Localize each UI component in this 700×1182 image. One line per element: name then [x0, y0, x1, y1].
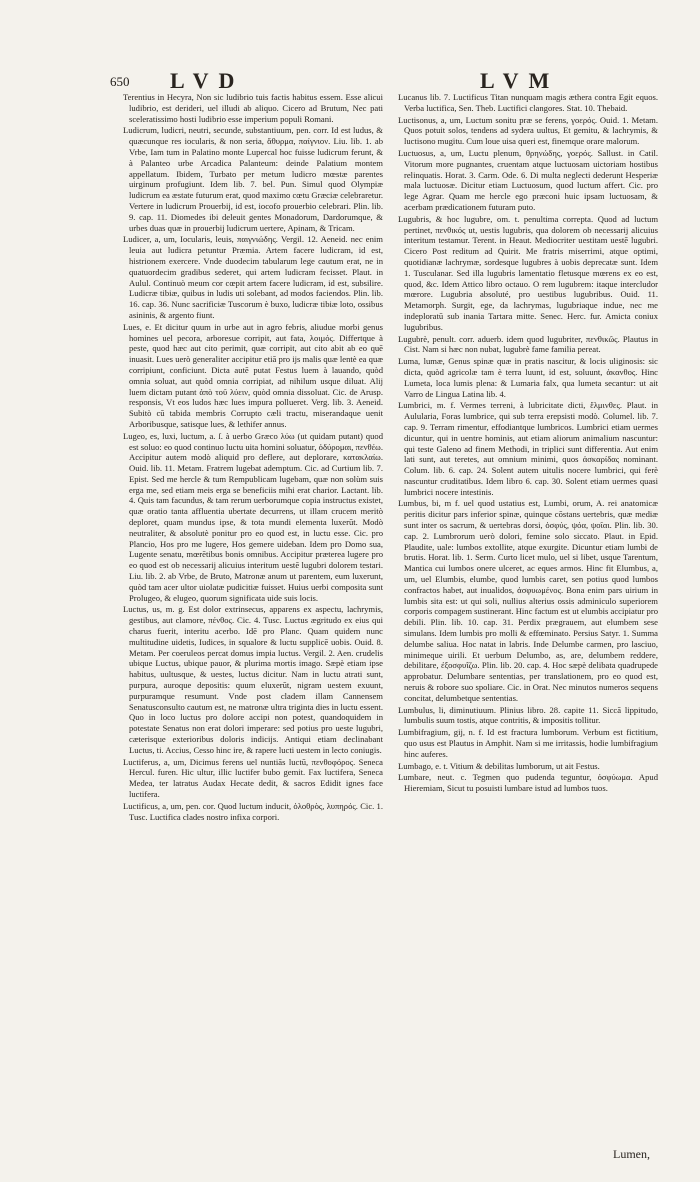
left-column [123, 92, 383, 823]
entry-ludicrum: Ludicrum, ludicri, neutri, secunde, substantiuum, pen. corr. Id est ludus, & quæcunque res iocularis, & non seria, ἄθυρμα, παίγνιον. Liu. lib. 1. ab Vrbe, Iam tum in Palatino monte Lupercal hoc fuisse ludicrum ferunt, & à Palanteo urbe Arcadica Palanteum: deinde Palatium montem appellatum. Ibidem, Turbato per metum ludicro mœstæ parentes uirginum profugiunt. Idem lib. 7. bel. Pun. Simul quod Olympiæ ludicrum ea æstate futurum erat, quod maximo cœtu Græciæ celebraretur. Vertere in ludicrum Prouerbij, id est, iocofo prouerbio celebrari. Plin. lib. 9. cap. 11. Diomedes ibi deleuit gentes Monadorum, Dardorumque, & urbes duas quæ in prouerbij ludicrum uertere, Apinam, & Tricam. [123, 125, 383, 233]
running-head-left: LVD [170, 68, 245, 93]
entry-lumbulus: Lumbulus, li, diminutiuum. Plinius libro. 28. capite 11. Siccā lippitudo, lumbulis suum tostis, atque contritis, & impositis tollitur. [398, 704, 658, 726]
entry-lugeo: Lugeo, es, luxi, luctum, a. ſ. à uerbo Græco λύω (ut quidam putant) quod est soluo: eo quod continuo luctu uita homini soluatur, ὀδύρομαι, πενθέω. Accipitur autem modò aliquid pro deflere, aut deplorare, κατακλαίω. Ouid. lib. 11. Metam. Fratrem lugebat ademptum. Cic. ad Curtium lib. 7. Epist. Sed me hercle & tum Rempublicam lugebam, quæ non solùm suis erga me, sed etiam meis erga se beneficiis mihi erat charior. Lactant. lib. 4. Quis tam facundus, & tam rerum uerborumque copia instructus existet, quæ oratio tanta affluentia ubertate decurrens, ut illam crucem meritò deploret, quam mundus ipse, & tota mundi elementa luxerūt. Modò neutraliter, & absolutè ponitur pro eo quod est, in luctu esse. Cic. pro Plancio, Hos pro me lugere, Hos gemere uideban. Idem pro Domo sua, Lugente senatu, mœrētibus bonis omnibus. Accipitur præterea lugere pro eo quod est ob necessarij alicuius interitum uestē lugubri dolorem testari. Liu. lib. 2. ab Vrbe, de Bruto, Matronæ anum ut parentem, eum luxerunt, quòd tam acer ultor uiolatæ pudicitiæ fuisset. Huius uerbi composita sunt Prolugeo, & elugeo, quorum significata uide suis locis. [123, 430, 383, 603]
entry-luctus: Luctus, us, m. g. Est dolor extrinsecus, apparens ex aspectu, lachrymis, gestibus, aut clamore, πένθος. Cic. 4. Tusc. Luctus ægritudo ex eius qui charus fuerit, interitu acerbo. Idē pro Planc. Quam quidem nunc multitudine uidetis, Iudices, in squalore & luctu supplicē uobis. Ouid. 8. Metam. Per coeruleos percat domus impia luctus. Vergil. 2. Aen. crudelis ubique Luctus, ubique pauor, & plurima mortis imago. Sæpè etiam ipse habitus, uultusque, & uestes, luctus dicitur. Nam in luctu atrati sunt, purpura, auroque depositis: quum eluxerūt, nigram uestem exuunt, purpuramque resumunt. Vnde post cladem illam Cannensem Senatusconsulto cautum est, ne matronæ ultra triginta dies in luctu essent. Quo in loco luctus pro dolore accipi non potest, quandoquidem in potestate Senatus non erat dolori imperare: sed potius pro ueste lugubri, cæterisque exterioribus doloris indicijs. Antiqui etiam declinabant Luctus, ti. Accius, Cesso hinc ire, & rapere lucti uestem in lecto coniugis. [123, 604, 383, 755]
entry-luctiferus: Luctiferus, a, um, Dicimus ferens uel nuntiās luctū, πενθοφόρος. Seneca Hercul. furen. Hic ultur, illic luctifer bubo gemit. Fax luctifera, Seneca Medea, ter latratus Audax Hecate dedit, & sacros Edidit ignes face luctifera. [123, 756, 383, 799]
right-column [398, 92, 658, 795]
entry-lumbare: Lumbare, neut. c. Tegmen quo pudenda teguntur, ὀσφύωμα. Apud Hieremiam, Sicut tu posuisti lumbare istud ad lumbos tuos. [398, 772, 658, 794]
entry-lugubre: Lugubrè, penult. corr. aduerb. idem quod lugubriter, πενθικῶς. Plautus in Cist. Nam si hæc non nubat, lugubrè fame familia pereat. [398, 333, 658, 355]
entry-lumbus: Lumbus, bi, m f. uel quod ustatius est, Lumbi, orum, A. rei anatomicæ peritis dicitur pars inferior spinæ, quinque cōstans uertebris, quæ mediæ sunt inter os sacrum, & uertebras dorsi, ὀσφύς, ψόα, ψοῖαι. Plin. lib. 30. cap. 2. Lumbrorum uerò dolori, femine solo siccato. Plaut. in Epid. Plaudite, uale: lumbos extollite, atque exurgite. Dicuntur etiam lumbi de brutis. Horat. lib. 1. Serm. Curto licet mulo, uel si libet, usque Tarentum, Mantica cui lumbos onere ulceret, ac eques armos. Hinc fit Elumbus, a, um, uel Elumbis, elumbe, quod lumbis caret, sen potius quod lumbos confractos habet, aut inualidos, ἀσφυωμένος. Bona enim pars uirium in lumbis sita est: ut qui soli, nullius alterius ossis adminiculo superiorem corporis compagem sustinerant. Hinc factum est ut elumbis accipiatur pro debili. Plin. lib. 10. cap. 31. Perdix prægrauem, aut elumbem sese simulans. Idem lumbis pro molli & effœminato. Persius Satyr. 1. Summa delumbe saliua. Hoc natat in labris. Inde Delumbe carmen, pro lasciuo, minimeque uirili. Et uerbum Delumbo, as, are, delumbem reddere, debilitare, ἐξοσφυΐζω. Plin. lib. 20. cap. 4. Hoc sæpè delibata quadrupede approbatur. Delumbare sententias, per translationem, pro eo quod est, neruis & robore suo spoliare. Cic. in Orat. Nec minutos numeros sequens concitat, delumbetque sententias. [398, 498, 658, 703]
entry-lumbifragium: Lumbifragium, gij, n. f. Id est fractura lumborum. Verbum est fictitium, quo usus est Plautus in Amphit. Nam si me irritassis, hodie lumbifragium hinc auferes. [398, 727, 658, 759]
page-number: 650 [110, 74, 130, 89]
entry-ludicer: Ludicer, a, um, Iocularis, leuis, παιγνιώδης. Vergil. 12. Aeneid. nec enim leuia aut ludicra petuntur Præmia. Artem facere ludicram, id est, histrionem exercere. Vnde duodecim tabularum lege cautum erat, ne in quatuordecim gradibus sederet, qui artem ludicram fecisset. Plaut. in Aulul. Continuò meum cor cœpit artem facere ludicram, id est, subsilire. Ludicræ tibiæ, quibus in ludis uti solebant, ad modos faciendos. Plin. lib. 16. cap. 36. Nunc sacrificiæ Tuscorum è buxo, ludicræ tibiæ loto, ossibus asininis, & argento fiunt. [123, 234, 383, 320]
entry-lugubris: Lugubris, & hoc lugubre, om. t. penultima correpta. Quod ad luctum pertinet, πενθικός ut, uestis lugubris, qua dolorem ob necessarij alicuius interitum testamur. Terent. in Heaut. Mediocriter uestitam uestē lugubri. Cicero Post reditum ad Quirit. Me fratris miserrimi, atque optimi, quotidianæ lachrymæ, sordesque lugubres à uobis deprecatæ sunt. Idem 1. Tusculanar. Sed illa lugubris lamentatio fletusque mœrens ex eo est, quod, &c. Idem Attico libro octauo. O rem lugubrem: itaque intercludor mœrore. Lugubria absoluté, pro uestibus lugubribus. Ouid. 11. Metamorph. Surgit, ege, da lachrymas, lugubriaque indue, nec me indeploratū sub inania Tartara mitte. Senec. Herc. fur. Amicta coniux lugubribus. [398, 213, 658, 332]
catchword: Lumen, [613, 1147, 650, 1161]
entry-luctificus: Luctificus, a, um, pen. cor. Quod luctum inducit, ὀλοθρὸς, λυπηρός. Cic. 1. Tusc. Luctifica clades nostro infixa corpori. [123, 800, 383, 822]
running-head-right: LVM [480, 68, 560, 93]
entry-luma: Luma, lumæ, Genus spinæ quæ in pratis nascitur, & locis uliginosis: sic dicta, quòd agricolæ tam è terra luunt, id est, soluunt, ἀκανθος. Hinc Lumeta, loca lumis plena: & Lumaria falx, qua lumeta secantur: ut ait Varro de Lingua Latina lib. 4. [398, 356, 658, 399]
entry-luctisonus: Luctisonus, a, um, Luctum sonitu præ se ferens, γοερός. Ouid. 1. Metam. Quos potuit solos, tendens ad sydera uultus, Et gemitu, & lachrymis, & luctisono mugitu. Cum loue uisa queri est, finemque orare malorum. [398, 114, 658, 147]
entry-lumbrici: Lumbrici, m. f. Vermes terreni, à lubricitate dicti, ἕλμινθες. Plaut. in Aulularia, Foras lumbrice, qui sub terra erepsisti modò. Columel. lib. 7. cap. 9. Terram rimentur, effodiantque lumbricos. Lumbrici etiam uermes dicuntur, qui in uentre hominis, aut etiam aliorum animalium nascuntur: qui teste Galeno ad finem Methodi, in triplici sunt differentia. Aut enim lati sunt, aut teretes, aut omnium minimi, quos ἀσκαρίδας nominant. Colum. lib. 6. cap. 24. Solent autem uitulis nocere lumbrici, qui ferè nascuntur cruditatibus. Idem libro 6. cap. 30. Solent etiam uermes quasi lumbrici nocere intestinis. [398, 400, 658, 497]
entry-luctuosus: Luctuosus, a, um, Luctu plenum, θρηνώδης, γοερός. Sallust. in Catil. Vitorum more pugnantes, cruentam atque luctuosam uictoriam hostibus relinquatis. Horat. 3. Carm. Ode. 6. Di multa neglecti dederunt Hesperiæ mala luctuosæ. Dicitur etiam Luctuosum, quod luctum affert. Cic. pro lege Agrar. Quam me hercle ego præconi huic ipsam luctuosam, & acerbam prædicationem futuram puto. [398, 147, 658, 212]
entry-luctificus-cont: Lucanus lib. 7. Luctificus Titan nunquam magis æthera contra Egit equos. Verba luctifica, Sen. Theb. Luctifici clangores. Stat. 10. Thebaid. [398, 92, 658, 113]
entry-lumbago: Lumbago, e. t. Vitium & debilitas lumborum, ut ait Festus. [398, 760, 600, 771]
entry-ludibrio-cont: Terentius in Hecyra, Non sic ludibrio tuis factis habitus essem. Esse alicui ludibrio, est derideri, uel illudi ab aliquo. Cicero ad Brutum, Nec pati sceleratissimo hosti ludibrio esse imperium populi Romani. [123, 92, 383, 124]
entry-lues: Lues, e. Et dicitur quum in urbe aut in agro febris, aliudue morbi genus homines uel pecora, arboresue corripit, aut fata, λοιμός. Differtque à peste, quod hæc aut cito perimit, quæ corripit, aut cito abit ab eo quē inuasit. Lues uerò generaliter accipitur etiā pro ijs malis quæ lentè ea quæ corripiunt, conficiunt. Dicta autē putat Festus luem à lauando, quòd omnia soluat, aut quòd omnia corripiat, ad nihilum usque diluat. Alij luem dictam putant ἀπὸ τοῦ λύειν, quòd omnia dissoluat. Cic. de Arusp. responsis, Vt eos ludos hæc lues impura pollueret. Verg. lib. 3. Aeneid. Subitò cū tabida membris Corrupto cæli tractu, miserandaque uenit Arboribusque, satisque lues, & lethifer annus. [123, 321, 383, 429]
